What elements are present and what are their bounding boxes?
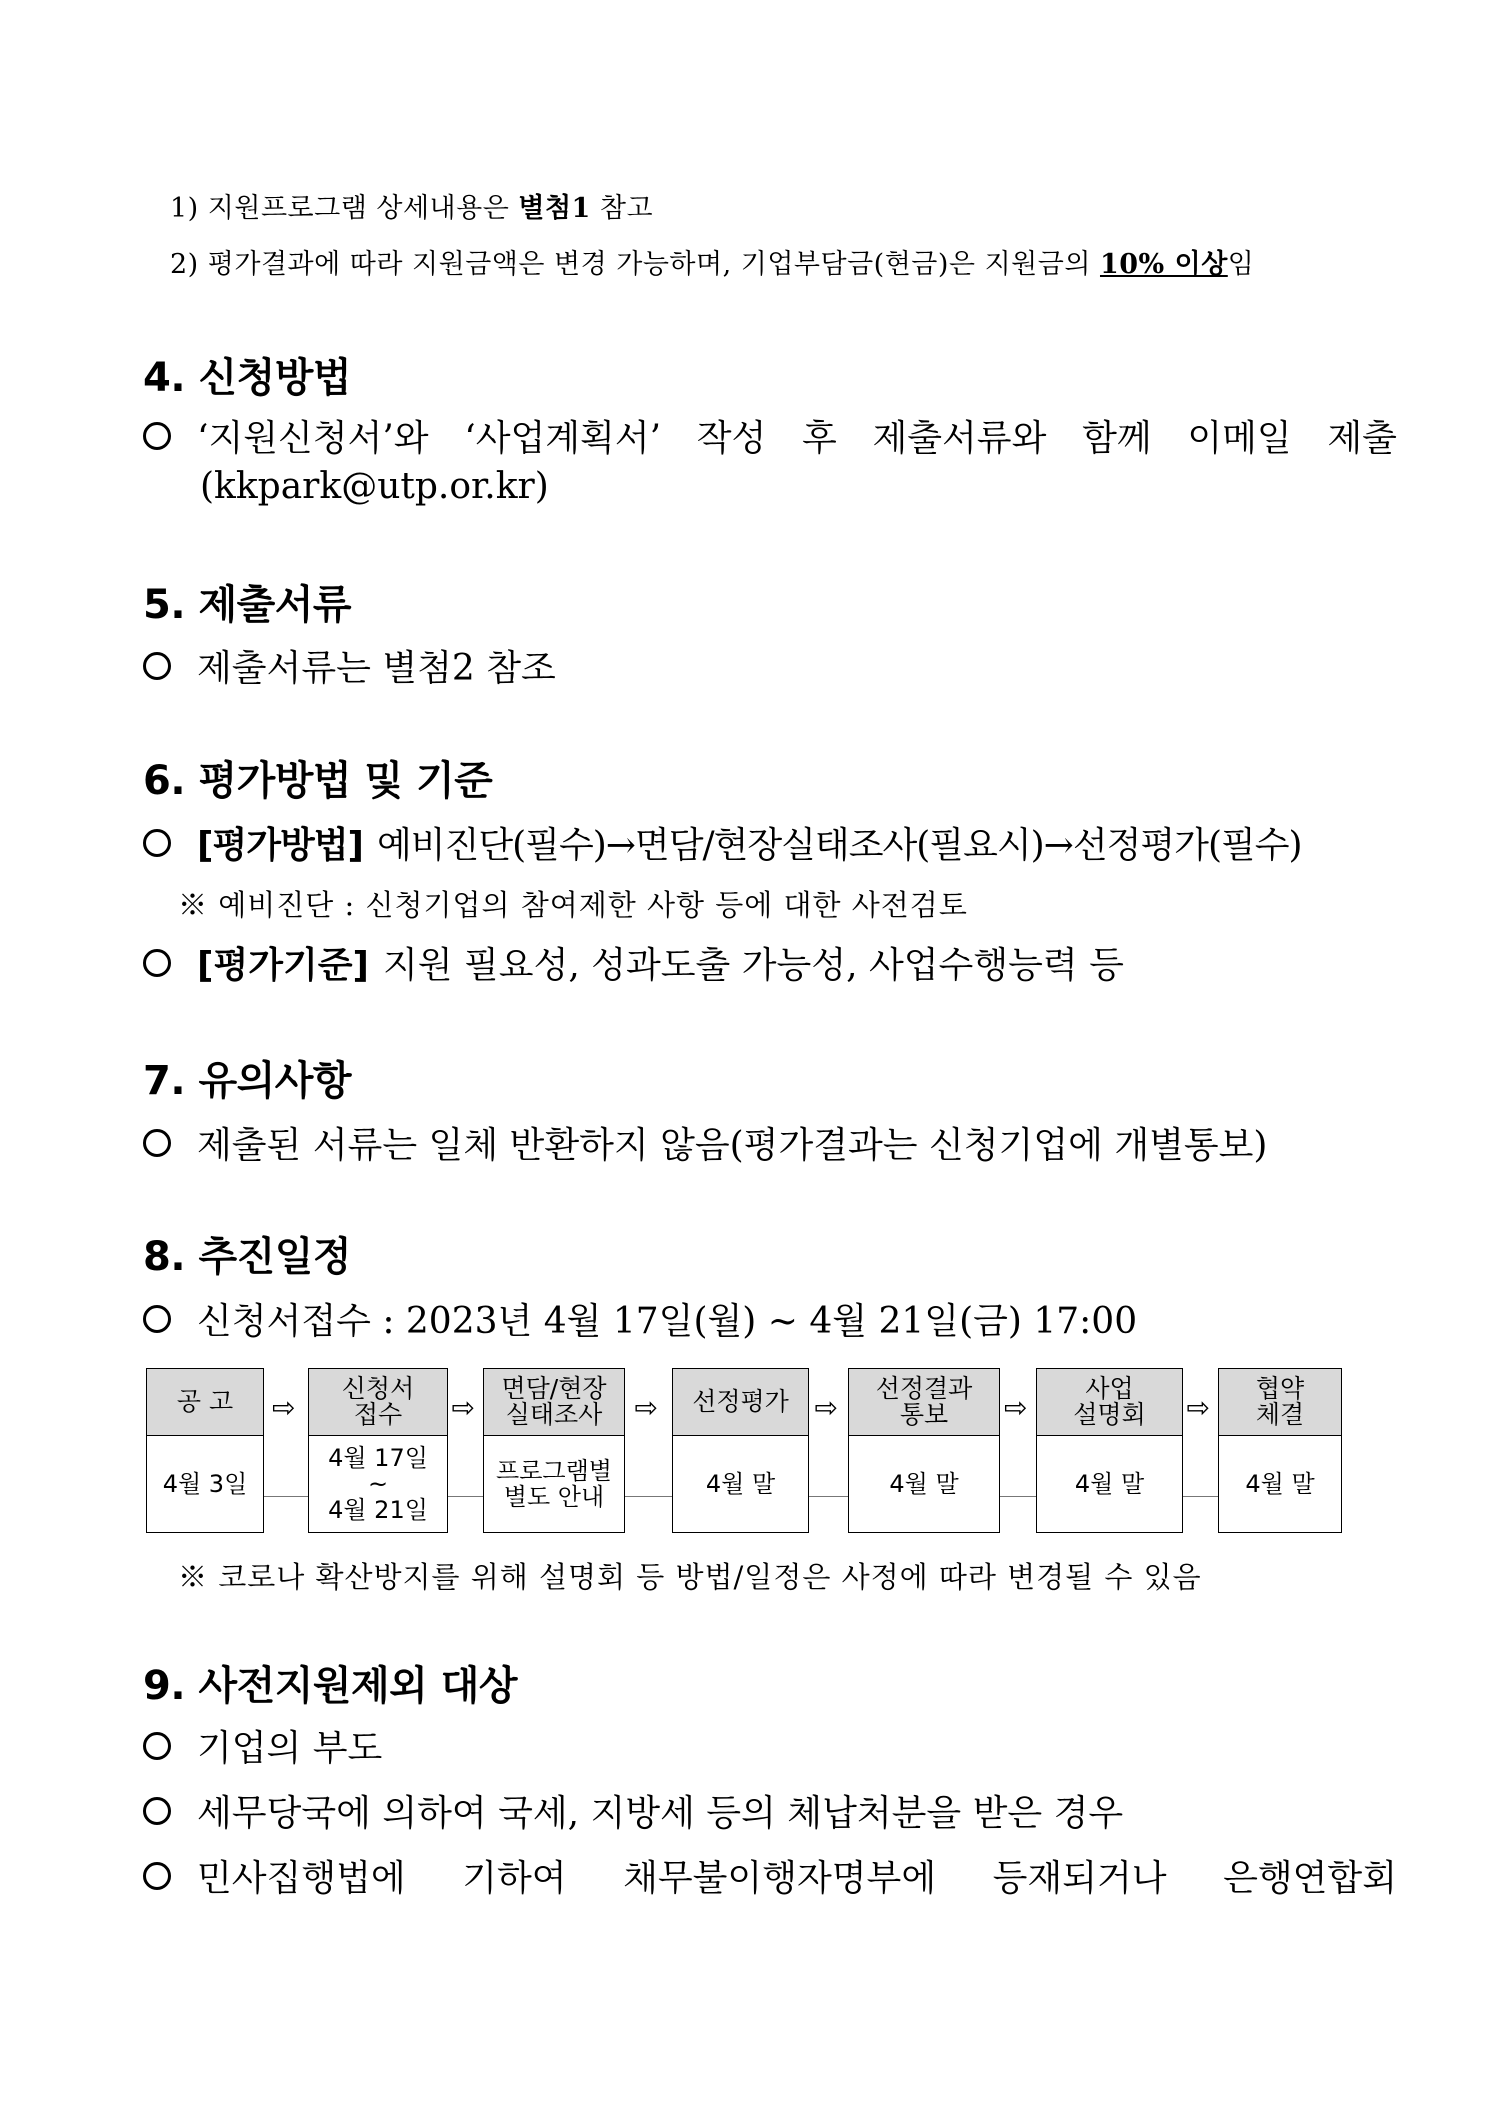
connector-line [625,1496,672,1497]
section-6-reference: ※ 예비진단 : 신청기업의 참여제한 사항 등에 대한 사전검토 [178,888,968,922]
section-4-title: 4. 신청방법 [143,355,352,401]
bullet-text: 예비진단(필수)→면담/현장실태조사(필요시)→선정평가(필수) [377,825,1302,866]
step-label: 면담/현장 실태조사 [484,1369,624,1436]
footnote-2: 2) 평가결과에 따라 지원금액은 변경 가능하며, 기업부담금(현금)은 지원금의 10% 이상임 [170,249,1255,280]
schedule-step [483,1368,625,1533]
right-arrow-icon: ⇨ [272,1391,296,1424]
section-9-bullet-3 [143,1850,1397,1901]
bullet-text: 신청서접수 : 2023년 4월 17일(월) ~ 4월 21일(금) 17:00 [197,1301,1138,1342]
section-9-bullet-1 [143,1720,382,1771]
schedule-step [672,1368,809,1533]
section-4-email: (kkpark@utp.or.kr) [200,466,549,507]
step-label: 선정평가 [673,1369,808,1436]
word: ‘지원신청서’와 [197,418,429,459]
bullet-key: [평가방법] [197,825,364,866]
word: 작성 [696,418,767,459]
right-arrow-icon: ⇨ [1004,1391,1028,1424]
step-date: 4월 말 [1074,1469,1145,1498]
right-arrow-icon: ⇨ [451,1391,475,1424]
schedule-step [146,1368,264,1533]
bullet-text: 제출서류는 별첨2 참조 [197,648,556,689]
word: 은행연합회 [1223,1858,1397,1899]
right-arrow-icon: ⇨ [634,1391,658,1424]
section-7-title: 7. 유의사항 [143,1058,352,1104]
word: 기하여 [462,1858,567,1899]
word: 후 [802,418,837,459]
step-date: 4월 말 [1245,1469,1315,1498]
step-label: 공 고 [147,1369,263,1436]
bullet-text [197,1850,1397,1901]
step-label: 선정결과 통보 [849,1369,999,1436]
section-6-title: 6. 평가방법 및 기준 [143,758,493,804]
bullet-text: 제출된 서류는 일체 반환하지 않음(평가결과는 신청기업에 개별통보) [197,1125,1268,1166]
bullet-text: 기업의 부도 [197,1728,383,1769]
right-arrow-icon: ⇨ [1186,1391,1210,1424]
step-label: 협약 체결 [1219,1369,1341,1436]
schedule-step [1036,1368,1183,1533]
schedule-step [848,1368,1000,1533]
step-label: 사업 설명회 [1037,1369,1182,1436]
connector-line [264,1496,308,1497]
connector-line [1183,1496,1218,1497]
section-9-bullet-2 [143,1785,1123,1836]
word: 함께 [1082,418,1152,459]
bullet-text: 지원 필요성, 성과도출 가능성, 사업수행능력 등 [383,945,1124,986]
section-8-reference: ※ 코로나 확산방지를 위해 설명회 등 방법/일정은 사정에 따라 변경될 수 있음 [178,1560,1202,1594]
circle-bullet-icon [143,1732,171,1760]
circle-bullet-icon [143,1797,171,1825]
section-5-title: 5. 제출서류 [143,582,352,628]
step-date: 4월 말 [889,1469,959,1498]
connector-line [1000,1496,1036,1497]
section-9-title: 9. 사전지원제외 대상 [143,1663,517,1709]
word: 민사집행법에 [197,1858,406,1899]
step-date: 4월 17일 ~ 4월 21일 [328,1443,428,1524]
schedule-step [1218,1368,1342,1533]
word: ‘사업계획서’ [464,418,662,459]
bullet-text: 세무당국에 의하여 국세, 지방세 등의 체납처분을 받은 경우 [197,1793,1124,1834]
step-date: 프로그램별 별도 안내 [496,1456,612,1511]
footnote-1: 1) 지원프로그램 상세내용은 별첨1 참고 [170,193,654,224]
right-arrow-icon: ⇨ [814,1391,838,1424]
circle-bullet-icon [143,1862,171,1890]
step-date: 4월 3일 [162,1469,248,1498]
connector-line [448,1496,483,1497]
step-label: 신청서 접수 [309,1369,447,1436]
step-date: 4월 말 [705,1469,776,1498]
bullet-key: [평가기준] [197,945,370,986]
word: 제출 [1327,418,1397,459]
word: 등재되거나 [992,1858,1167,1899]
schedule-step [308,1368,448,1533]
section-8-title: 8. 추진일정 [143,1234,352,1280]
connector-line [809,1496,848,1497]
word: 채무불이행자명부에 [623,1858,937,1899]
word: 이메일 [1187,418,1292,459]
word: 제출서류와 [872,418,1047,459]
